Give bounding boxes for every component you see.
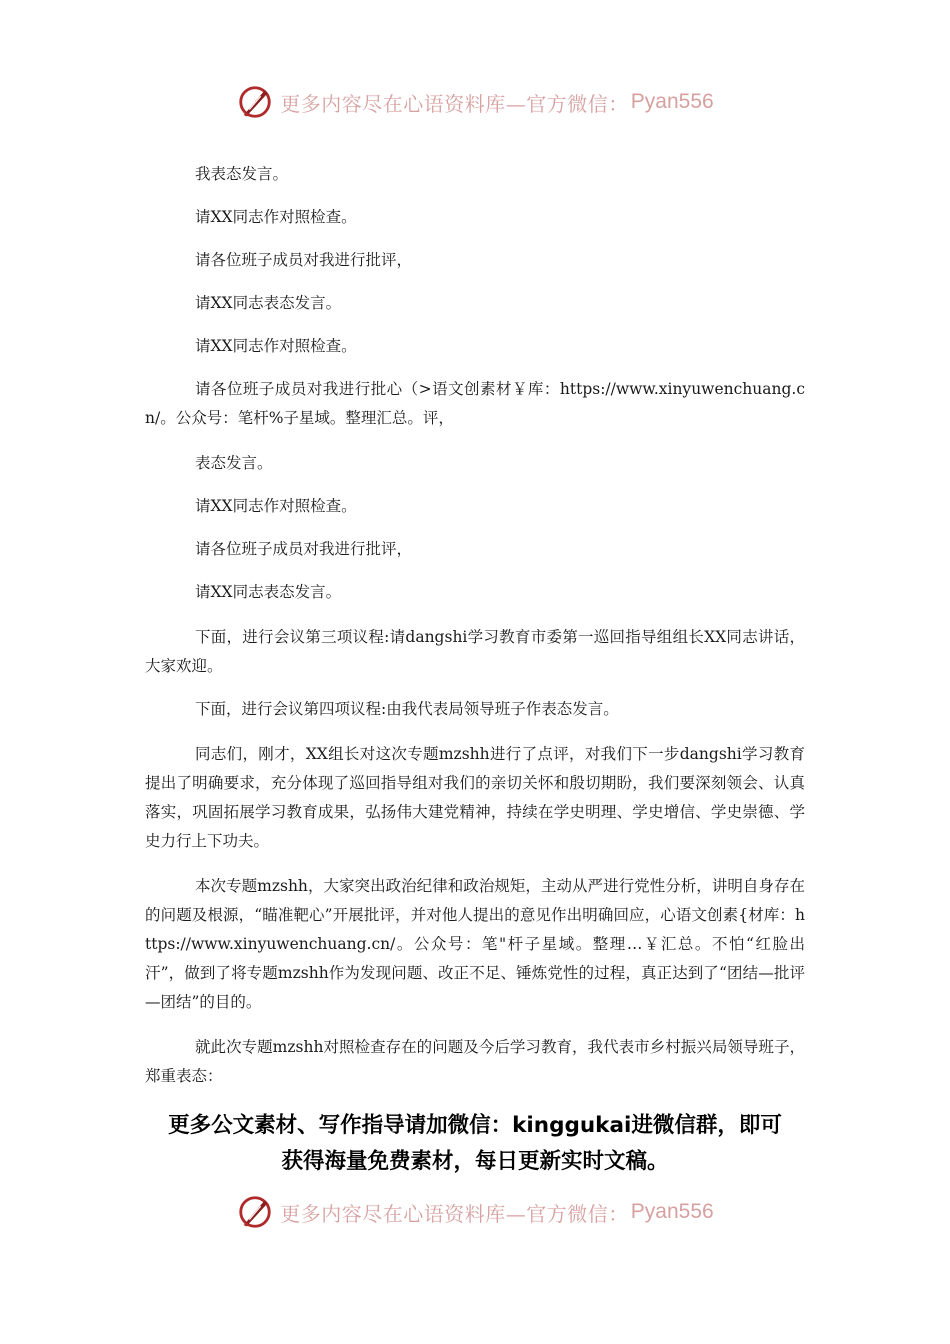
- paragraph: 请各位班子成员对我进行批评，: [195, 251, 413, 269]
- banner-text: 更多内容尽在心语资料库—官方微信：: [280, 1201, 629, 1226]
- quill-pen-logo-icon: [236, 1193, 274, 1231]
- banner-wechat-handle: Pyan556: [630, 90, 714, 113]
- paragraph: 本次专题mzshh，大家突出政治纪律和政治规矩，主动从严进行党性分析，讲明自身存在的问题及根源，“瞄准靶心”开展批评，并对他人提出的意见作出明确回应，心语文创素{材库：https://www.xinyuwenchuang.cn/。公众号：笔"杆子星域。整理…￥汇总。不怕“红脸出汗”，做到了将专题mzshh作为发现问题、改正不足、锤炼党性的过程，真正达到了“团结—批评—团结”的目的。: [145, 877, 805, 1011]
- paragraph: 请XX同志作对照检查。: [195, 208, 357, 226]
- paragraph: 下面，进行会议第三项议程:请dangshi学习教育市委第一巡回指导组组长XX同志讲话，大家欢迎。: [145, 628, 805, 675]
- banner-text: 更多内容尽在心语资料库—官方微信：: [280, 91, 629, 116]
- promo-line-1: 更多公文素材、写作指导请加微信：kinggukai进微信群，即可: [168, 1113, 782, 1138]
- paragraph: 请各位班子成员对我进行批评，: [195, 540, 413, 558]
- paragraph: 下面，进行会议第四项议程:由我代表局领导班子作表态发言。: [195, 700, 619, 718]
- banner-wechat-handle: Pyan556: [630, 1200, 714, 1223]
- paragraph: 请XX同志表态发言。: [195, 294, 342, 312]
- document-body: [145, 160, 805, 1105]
- paragraph: 就此次专题mzshh对照检查存在的问题及今后学习教育，我代表市乡村振兴局领导班子，郑重表态：: [145, 1038, 805, 1085]
- header-banner: [0, 80, 950, 124]
- paragraph: 请XX同志表态发言。: [195, 583, 342, 601]
- promo-line-2: 获得海量免费素材，每日更新实时文稿。: [281, 1149, 669, 1174]
- paragraph: 请各位班子成员对我进行批心（>语文创素材￥库：https://www.xinyuwenchuang.cn/。公众号：笔杆%子星域。整理汇总。评，: [145, 380, 805, 427]
- promo-text: [145, 1108, 805, 1180]
- paragraph: 请XX同志作对照检查。: [195, 497, 357, 515]
- paragraph: 请XX同志作对照检查。: [195, 337, 357, 355]
- quill-pen-logo-icon: [236, 83, 274, 121]
- footer-banner: [0, 1190, 950, 1234]
- paragraph: 我表态发言。: [195, 165, 289, 183]
- paragraph: 同志们，刚才，XX组长对这次专题mzshh进行了点评，对我们下一步dangshi学习教育提出了明确要求，充分体现了巡回指导组对我们的亲切关怀和殷切期盼，我们要深刻领会、认真落实，巩固拓展学习教育成果，弘扬伟大建党精神，持续在学史明理、学史增信、学史崇德、学史力行上下功夫。: [145, 745, 805, 850]
- paragraph: 表态发言。: [195, 454, 273, 472]
